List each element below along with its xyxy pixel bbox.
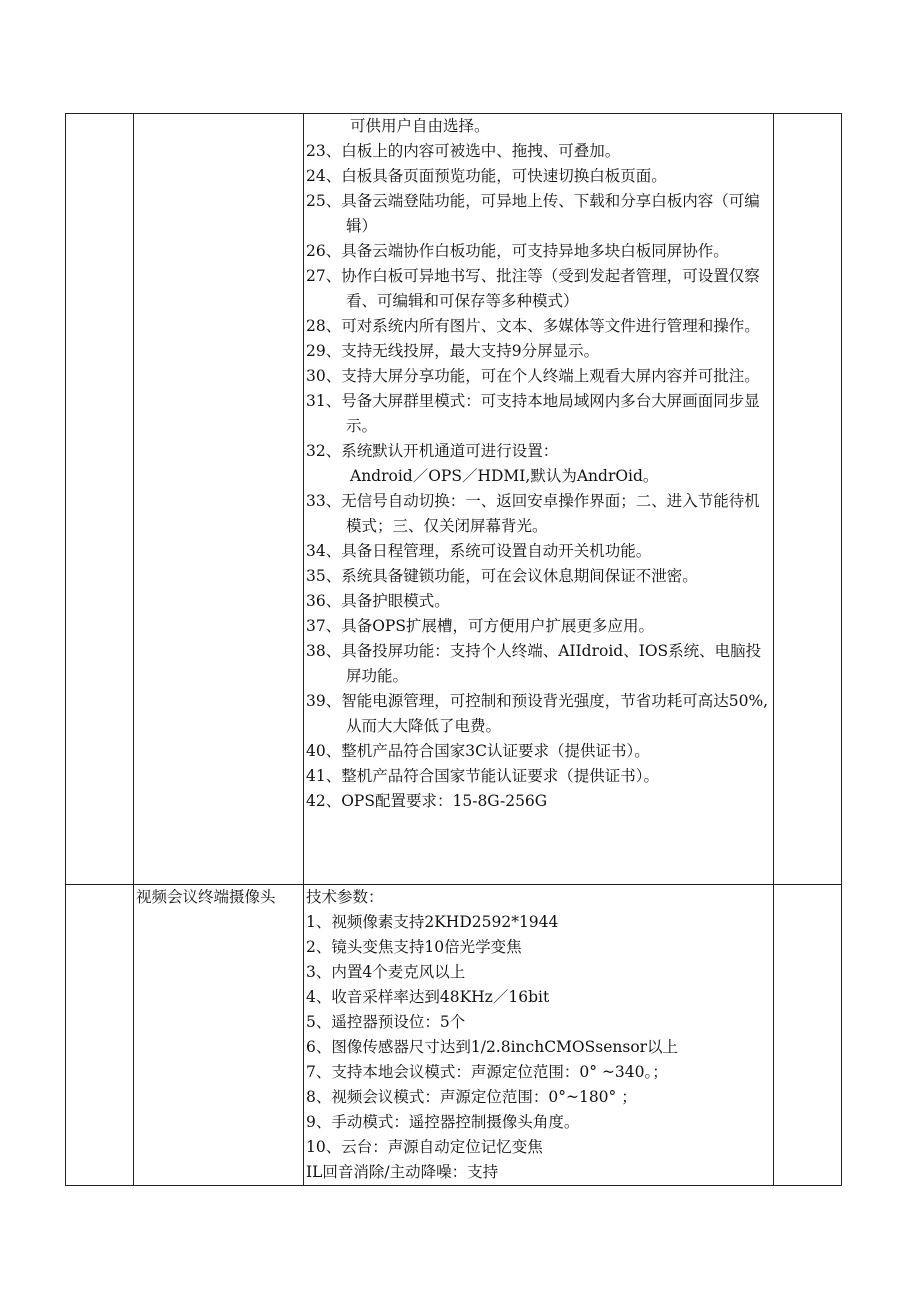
spec-item: 34、具备日程管理，系统可设置自动开关机功能。 <box>306 542 652 560</box>
spec-item: 40、整机产品符合国家3C认证要求（提供证书）。 <box>306 742 650 760</box>
spec-table <box>65 113 842 1186</box>
spec-item: 27、协作白板可异地书写、批注等（受到发起者管理，可设置仅察看、可编辑和可保存等多种模式） <box>306 267 760 310</box>
spec-item: 37、具备OPS扩展槽，可方便用户扩展更多应用。 <box>306 617 654 635</box>
spec-item: 36、具备护眼模式。 <box>306 592 450 610</box>
spec-subitem: Android／OPS／HDMI,默认为AndrOid。 <box>350 467 659 485</box>
spec-item: 9、手动模式：遥控器控制摄像头角度。 <box>306 1113 580 1131</box>
spec-item: 35、系统具备键锁功能，可在会议休息期间保证不泄密。 <box>306 567 698 585</box>
spec-item: 24、白板具备页面预览功能，可快速切换白板页面。 <box>306 167 667 185</box>
spec-item: 2、镜头变焦支持10倍光学变焦 <box>306 938 522 956</box>
spec-item: 7、支持本地会议模式：声源定位范围：0° ~340。； <box>306 1063 668 1081</box>
spec-item: 5、遥控器预设位：5个 <box>306 1013 466 1031</box>
spec-item: 33、无信号自动切换：一、返回安卓操作界面；二、进入节能待机模式；三、仅关闭屏幕背光。 <box>306 492 760 535</box>
spec-item: 25、具备云端登陆功能，可异地上传、下载和分享白板内容（可编辑） <box>306 192 760 235</box>
index-cell <box>66 885 134 1186</box>
spec-cell <box>304 885 774 1186</box>
spec-item: 32、系统默认开机通道可进行设置： <box>306 442 559 460</box>
spec-item: 38、具备投屏功能：支持个人终端、AIIdroid、IOS系统、电脑投屏功能。 <box>306 642 762 685</box>
continuation-text: 可供用户自由选择。 <box>350 117 490 135</box>
device-cell <box>134 114 304 885</box>
spec-item: 31、号备大屏群里模式：可支持本地局域网内多台大屏画面同步显示。 <box>306 392 760 435</box>
spec-item: 30、支持大屏分享功能，可在个人终端上观看大屏内容并可批注。 <box>306 367 760 385</box>
remark-cell <box>774 885 842 1186</box>
spec-item: IL回音消除/主动降噪：支持 <box>306 1163 499 1181</box>
spec-cell <box>304 114 774 885</box>
spec-item: 1、视频像素支持2KHD2592*1944 <box>306 913 559 931</box>
spec-item: 10、云台：声源自动定位记忆变焦 <box>306 1138 543 1156</box>
spec-item: 6、图像传感器尺寸达到1/2.8inchCMOSsensor以上 <box>306 1038 679 1056</box>
remark-cell <box>774 114 842 885</box>
spec-item: 28、可对系统内所有图片、文本、多媒体等文件进行管理和操作。 <box>306 317 760 335</box>
spec-item: 39、智能电源管理，可控制和预设背光强度，节省功耗可高达50%,从而大大降低了电费。 <box>306 692 769 735</box>
table-row <box>66 885 842 1186</box>
spec-heading: 技术参数： <box>306 888 384 906</box>
spec-item: 41、整机产品符合国家节能认证要求（提供证书）。 <box>306 767 659 785</box>
index-cell <box>66 114 134 885</box>
device-cell <box>134 885 304 1186</box>
device-name: 视频会议终端摄像头 <box>136 888 276 906</box>
spec-item: 29、支持无线投屏，最大支持9分屏显示。 <box>306 342 600 360</box>
spec-item: 42、OPS配置要求：15-8G-256G <box>306 792 548 810</box>
spec-item: 4、收音采样率达到48KHz／16bit <box>306 988 550 1006</box>
spec-item: 8、视频会议模式：声源定位范围：0°~180° ； <box>306 1088 637 1106</box>
table-row <box>66 114 842 885</box>
spec-item: 23、白板上的内容可被选中、拖拽、可叠加。 <box>306 142 621 160</box>
spec-item: 26、具备云端协作白板功能，可支持异地多块白板同屏协作。 <box>306 242 729 260</box>
spec-item: 3、内置4个麦克风以上 <box>306 963 466 981</box>
